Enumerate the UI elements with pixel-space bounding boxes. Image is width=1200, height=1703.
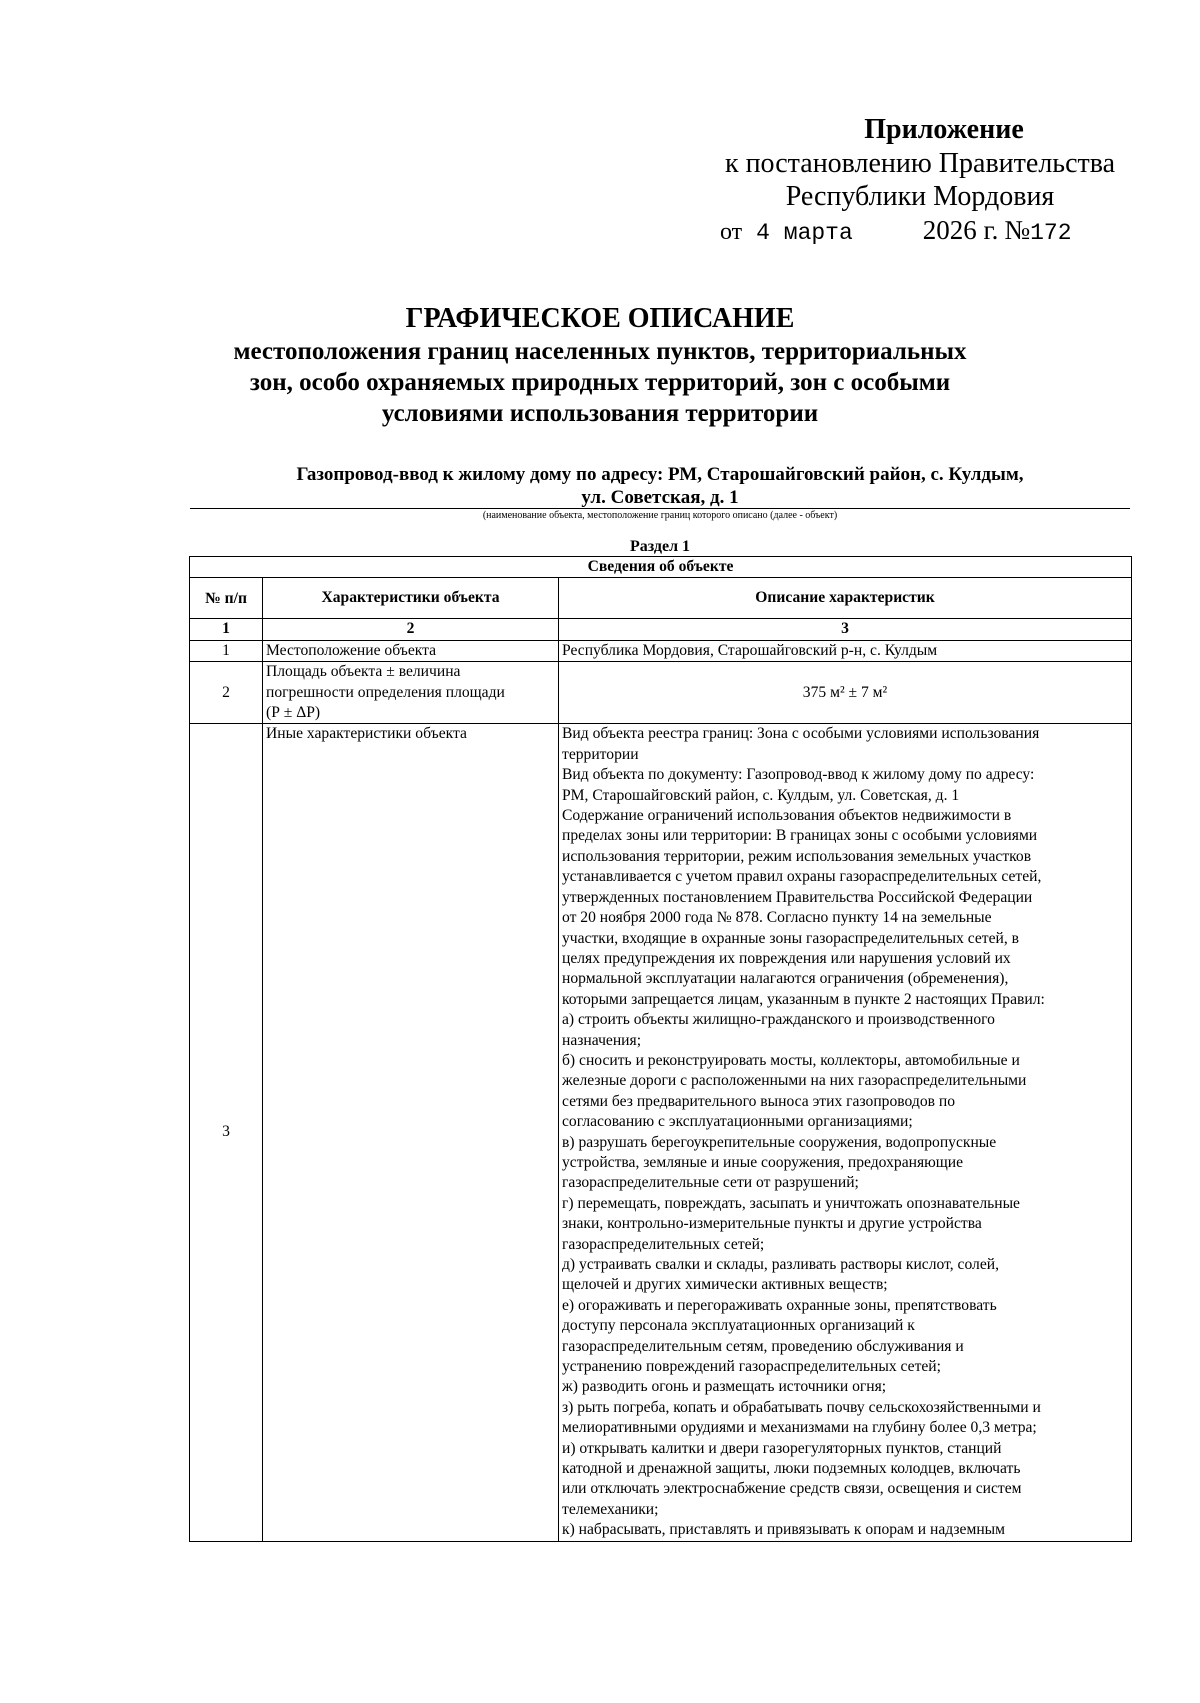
col-number: 2 xyxy=(263,619,559,640)
object-name-line-1: Газопровод-ввод к жилому дому по адресу: РМ, Старошайговский район, с. Кулдым, xyxy=(296,464,1024,485)
table-row xyxy=(190,662,1132,724)
appendix-line-1: к постановлению Правительства xyxy=(724,148,1116,179)
description-line: утвержденных постановлением Правительства Российской Федерации xyxy=(562,888,1033,906)
row-characteristic: Иные характеристики объекта xyxy=(263,724,559,1541)
description-line: целях предупреждения их повреждения или нарушения условий их xyxy=(562,949,1011,967)
description-line: доступу персонала эксплуатационных организаций к xyxy=(562,1317,915,1335)
header-num: № п/п xyxy=(190,578,263,619)
row-description: Республика Мордовия, Старошайговский р-н, с. Кулдым xyxy=(559,640,1132,661)
description-line: которыми запрещается лицам, указанным в пункте 2 настоящих Правил: xyxy=(562,990,1045,1008)
description-line: Вид объекта реестра границ: Зона с особыми условиями использования xyxy=(562,725,1040,743)
object-underline xyxy=(190,508,1130,509)
description-line: от 20 ноября 2000 года № 878. Согласно пункту 14 на земельные xyxy=(562,909,992,927)
title-main: ГРАФИЧЕСКОЕ ОПИСАНИЕ xyxy=(405,303,795,334)
description-line: Вид объекта по документу: Газопровод-ввод к жилому дому по адресу: xyxy=(562,766,1035,784)
description-line: назначения; xyxy=(562,1031,642,1049)
number-sign: № xyxy=(1004,215,1031,245)
description-line: з) рыть погреба, копать и обрабатывать почву сельскохозяйственными и xyxy=(562,1398,1041,1416)
row-characteristic: Местоположение объекта xyxy=(263,640,559,661)
description-line: щелочей и других химически активных веществ; xyxy=(562,1276,888,1294)
appendix-date-line xyxy=(720,213,1140,250)
table-title: Сведения об объекте xyxy=(190,557,1132,578)
title-subtitle-line: зон, особо охраняемых природных территорий, зон с особыми xyxy=(249,369,951,396)
characteristic-line: (Р ± ΔР) xyxy=(266,704,321,722)
row-num: 1 xyxy=(190,640,263,661)
col-number: 1 xyxy=(190,619,263,640)
characteristic-line: погрешности определения площади xyxy=(266,683,505,701)
description-line: согласованию с эксплуатационными организациями; xyxy=(562,1113,913,1131)
description-line: территории xyxy=(562,745,639,763)
table-row xyxy=(190,640,1132,661)
description-line: телемеханики; xyxy=(562,1500,659,1518)
description-line: а) строить объекты жилищно-гражданского и производственного xyxy=(562,1011,995,1029)
object-info-table xyxy=(189,556,1132,1542)
description-line: пределах зоны или территории: В границах зоны с особыми условиями xyxy=(562,827,1038,845)
description-line: Содержание ограничений использования объектов недвижимости в xyxy=(562,807,1012,825)
description-line: газораспределительным сетям, проведению обслуживания и xyxy=(562,1337,964,1355)
description-line: в) разрушать берегоукрепительные сооружения, водопропускные xyxy=(562,1133,997,1151)
description-line: газораспределительные сети от разрушений; xyxy=(562,1174,859,1192)
document-title xyxy=(150,302,1050,429)
description-line: д) устраивать свалки и склады, разливать растворы кислот, солей, xyxy=(562,1256,999,1273)
description-line: ж) разводить огонь и размещать источники огня; xyxy=(562,1378,887,1396)
description-line: мелиоративными орудиями и механизмами на глубину более 0,3 метра; xyxy=(562,1419,1037,1437)
title-subtitle-line: условиями использования территории xyxy=(381,400,819,427)
decree-number: 172 xyxy=(1030,220,1072,246)
row-description: 375 м² ± 7 м² xyxy=(559,662,1132,724)
row-num: 2 xyxy=(190,662,263,724)
table-header-row xyxy=(190,578,1132,619)
description-line: устанавливается с учетом правил охраны газораспределительных сетей, xyxy=(562,868,1042,886)
description-line: газораспределительных сетей; xyxy=(562,1235,765,1253)
header-characteristic: Характеристики объекта xyxy=(263,578,559,619)
description-line: к) набрасывать, приставлять и привязывать к опорам и надземным xyxy=(562,1521,1006,1539)
description-line: устранению повреждений газораспределительных сетей; xyxy=(562,1358,941,1376)
header-description: Описание характеристик xyxy=(559,578,1132,619)
section-label: Раздел 1 xyxy=(629,538,691,555)
description-line: катодной и дренажной защиты, люки подземных колодцев, включать xyxy=(562,1460,1021,1478)
column-number-row xyxy=(190,619,1132,640)
col-number: 3 xyxy=(559,619,1132,640)
row-num: 3 xyxy=(190,724,263,1541)
appendix-block xyxy=(700,113,1140,250)
object-name-line-2: ул. Советская, д. 1 xyxy=(581,487,739,508)
description-line: нормальной эксплуатации налагаются ограничения (обременения), xyxy=(562,970,1009,988)
description-line: сетями без предварительного выноса этих газопроводов по xyxy=(562,1092,956,1110)
row-description xyxy=(559,724,1132,1541)
description-line: г) перемещать, повреждать, засыпать и уничтожать опознавательные xyxy=(562,1194,1020,1212)
description-line: железные дороги с расположенными на них газораспределительными xyxy=(562,1072,1027,1090)
description-line: б) сносить и реконструировать мосты, коллекторы, автомобильные и xyxy=(562,1051,1020,1069)
description-line: устройства, земляные и иные сооружения, предохраняющие xyxy=(562,1153,964,1171)
decree-year: 2026 г. xyxy=(922,215,999,245)
object-caption: (наименование объекта, местоположение границ которого описано (далее - объект) xyxy=(482,510,838,521)
object-name xyxy=(190,463,1130,509)
description-line: знаки, контрольно-измерительные пункты и другие устройства xyxy=(562,1215,982,1233)
description-line: РМ, Старошайговский район, с. Кулдым, ул. Советская, д. 1 xyxy=(562,786,960,804)
description-line: или отключать электроснабжение средств связи, освещения и систем xyxy=(562,1480,1022,1498)
description-line: и) открывать калитки и двери газорегуляторных пунктов, станций xyxy=(562,1439,1002,1457)
description-line: е) огораживать и перегораживать охранные зоны, препятствовать xyxy=(562,1296,997,1314)
date-prefix: от xyxy=(720,219,743,245)
table-row xyxy=(190,724,1132,1541)
description-line: использования территории, режим использования земельных участков xyxy=(562,847,1032,865)
appendix-line-2: Республики Мордовия xyxy=(785,181,1055,212)
decree-date: 4 марта xyxy=(756,220,853,246)
appendix-title: Приложение xyxy=(864,114,1024,145)
title-subtitle-line: местоположения границ населенных пунктов, территориальных xyxy=(233,338,967,365)
table-title-row xyxy=(190,557,1132,578)
characteristic-line: Площадь объекта ± величина xyxy=(266,663,461,681)
description-line: участки, входящие в охранные зоны газораспределительных сетей, в xyxy=(562,929,1020,947)
row-characteristic xyxy=(263,662,559,724)
